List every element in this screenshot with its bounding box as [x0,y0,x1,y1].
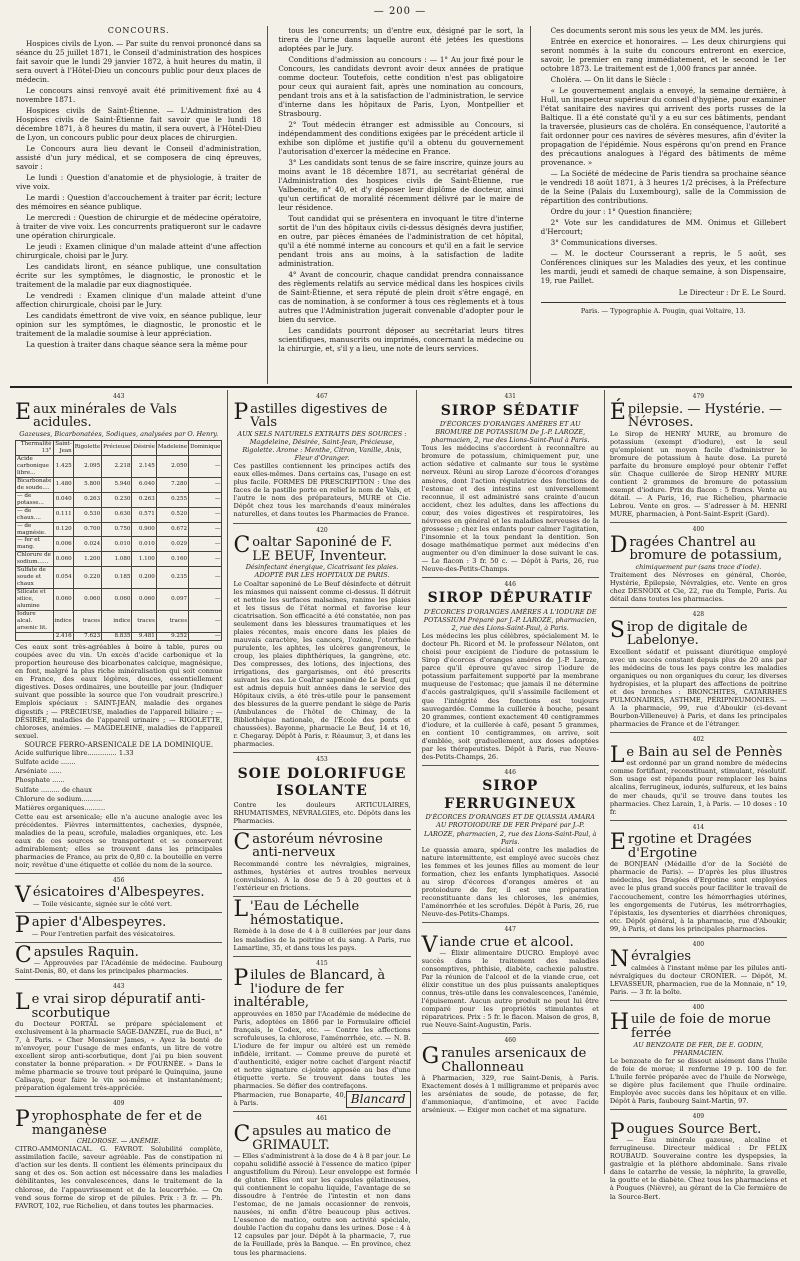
ad-body: est ordonné par un grand nombre de médecins comme fortifiant, reconstituant, stimulant, résolutif. Son usage est répandu pour remplacer les bains alcalins, ferrugineux, iodurés, sulfureux, et les bains de mer chauds, qu'il se trouve dans toutes les pharmacies. Chez Larain, 1, à Paris. — 10 doses : 10 fr. [609,759,787,816]
table-cell: indice [102,611,132,633]
ad-subtitle: chimiquement pur (sans trace d'iode). [635,562,762,571]
advertisement [15,913,222,943]
advertisement [422,766,599,923]
table-cell: — [189,537,222,552]
advertisement [610,821,787,938]
ad-number: 479 [692,393,705,400]
table-row [16,507,222,522]
mineral-analysis-table [15,440,222,641]
ad-body: Le Coaltar saponiné de Le Beuf désinfecte et détruit les miasmes qui naissent comme ci-dessus. Il détruit et nettoie les surfaces malsaines, ranime les plaies et les tissus de l'état normal et favorise leur cicatrisation. Son efficacité a été constatée, non pas seulement dans les blessures traumatiques et les plaies récentes, mais encore dans les plaies de mauvais caractère, les cancers, l'ozène, l'otorrhée purulente, les aphtes, les ulcères gangreneux, le croup, les plaies diphthériques, la gangrène, etc. Des compresses, des lotions, des injections, des irrigations, des gargarismes, ont été prescrits suivant les cas. Le Coaltar saponiné de Le Beuf, qui est admis depuis huit années dans le service des Hôpitaux civils, a été très-utile pour le pansement des blessures de la guerre pendant le siège de Paris (Ambulances de l'hôtel de Chimay, de la Bibliothèque nationale, de l'École des ponts et chaussées). Bayonne, pharmacie Le Beuf, 14 et 16, r. Chegaray. Dépôt à Paris, r. Réaumur, 3, et dans les pharmacies. [233,579,411,749]
table-cell: 0.010 [102,537,132,552]
table-cell: 2.095 [73,455,101,477]
table-row [16,567,222,589]
ad-subtitle: AUX SELS NATURELS EXTRAITS DES SOURCES : Magdeleine, Désirée, Saint-Jean, Précieuse, Rigolette. Arome : Menthe, Citron, Vanille, Anis, Fleur d'Oranger. [237,429,407,463]
advertisement [422,1034,599,1118]
table-cell: 2.145 [132,455,156,477]
director-line: Le Directeur : Dr E. Le Sourd. [678,289,786,297]
ad-body: Tous les médecins s'accordent à reconnaître au bromure de potassium, chimiquement pur, une action sédative et calmante sur tous le système nerveux. Réuni au sirop Laroze d'écorces d'oranges amères, dont l'action régulatrice des fonctions de l'estomac et des intestins est universellement reconnue, il est administré sans crainte d'aucun accident, chez les adultes, dans les affections du cœur, des voies digestives et respiratoires, les névroses en général et les maladies nerveuses de la grossesse ; chez les enfants pour calmer l'agitation, l'insomnie et la toux pendant la dentition. Son dosage mathématique permet aux médecins d'en augmenter ou d'en diminuer la dose suivant le cas. — Le flacon : 3 fr. 50 c. — Dépôt à Paris, 26, rue Neuve-des-Petits-Champs. [421,444,599,573]
ad-number: 415 [316,959,328,967]
table-cell: 0.120 [53,522,73,537]
ad-title: L 'Eau de Léchelle hémostatique. [233,897,360,928]
table-cell: 0.060 [53,552,73,567]
news-paragraph: Ces documents seront mis sous les yeux de MM. les jurés. [550,26,764,35]
table-row [16,552,222,567]
ad-title-initial: L [15,989,30,1015]
news-section [10,26,792,384]
ad-title: Eaux minérales de Vals acidules. [15,399,177,431]
advertisement [15,390,222,874]
table-cell: — de potasse... [16,492,54,507]
advertisement [610,733,787,820]
table-cell: 1.200 [73,552,101,567]
table-cell: 2.050 [156,455,188,477]
ad-subtitle: Désinfectant énergique, Cicatrisant les plaies. ADOPTÉ PAR LES HOPITAUX DE PARIS. [245,563,399,580]
ad-number: 402 [692,736,705,744]
ad-title: Sirop de digitale de Labelonye. [609,617,748,649]
table-header-cell: Précieuse [102,440,132,455]
news-paragraph: Conditions d'admission au concours : — 1° Au jour fixé pour le Concours, les candidats devront avoir deux années de pratique comme docteur. Toutefois, cette condition n'est pas obligatoire pour ceux qui auraient fait, après une nomination au concours, pendant trois ans et à la satisfaction de l'administration, le service d'interne dans les hôpitaux de Paris, Lyon, Montpellier et Strasbourg. [278,55,524,118]
table-cell: — [189,567,222,589]
news-paragraph: 4° Avant de concourir, chaque candidat prendra connaissance des règlements relatifs au service médical dans les hospices civils de Saint-Étienne, et sera réputé de plein droit s'être engagé, en cas de nomination, à se conformer à tous ces règlements et à tous autres que l'Administration jugerait convenable d'adopter pour le bien du service. [278,270,524,324]
ad-subtitle: D'ÉCORCES D'ORANGES AMÈRES ET AU BROMURE DE POTASSIUM De J.-P. LAROZE, pharmacien, 2, rue des Lions-Saint-Paul à Paris. [431,420,590,445]
news-paragraph: — M. le docteur Coursserant a repris, le 5 août, ses Conférences cliniques sur les Maladies des yeux, et les continue les mardi, jeudi et samedi de chaque semaine, à son Dispensaire, 19, rue Paillet. [540,249,786,285]
ad-number: 461 [316,1115,328,1123]
ad-body: — Elles s'administrent à la dose de 4 à 8 par jour. Le copahu solidifié associé à l'essence de matico (piper angustifolium du Pérou). Leur enveloppe est formée de gluten. Elles ont sur les capsules gélatineuses, qui contiennent le copahu liquide, l'avantage de se dissoudre à l'entrée de l'intestin et non dans l'estomac, de ne jamais occasionner de renvois, nausées, ni enfin d'être beaucoup plus actives. L'essence de matico, outre son activité spéciale, double l'action du copahu dans les urines. Dose : 4 à 12 capsules par jour. Dépôt à la pharmacie, 7, rue de la Feuillade, près la Banque. — En province, chez tous les pharmaciens. [233,1152,411,1257]
ad-body: Le quassia amara, spécial contre les maladies de nature intermittente, est employé avec succès chez les femmes et les jeunes filles au moment de leur formation, chez les enfants lymphatiques. Associé au sirop d'écorces d'oranges amères et au protoiodure de fer, il est une préparation reconstituante dans les chloroses, les anémies, l'aménorrhée et les scrofules. Dépôt à Paris, 26, rue Neuve-des-Petits-Champs. [421,845,599,918]
ad-subtitle: AU BENZOATE DE FER, DE E. GODIN, PHARMACIEN. [633,1040,764,1057]
printer-line: Paris. — Typographie A. Pougin, quai Voltaire, 13. [580,306,746,315]
ad-source-row: Sulfate ......... de chaux [15,785,92,794]
table-cell: 0.220 [73,567,101,589]
ad-number: 443 [112,393,125,400]
table-cell: 5.940 [102,477,132,492]
table-cell: 1.480 [53,477,73,492]
news-paragraph: Le vendredi : Examen clinique d'un malade atteint d'une affection chirurgicale, choisi par le Jury. [16,291,262,309]
table-cell: 1.100 [132,552,156,567]
ad-title-initial: P [15,913,30,938]
ad-source-row: Chlorure de sodium.......... [15,794,103,803]
ad-title: Dragées Chantrel au bromure de potassium, [609,532,783,564]
table-cell: — fer et mang. [16,537,54,552]
table-cell: 0.900 [132,522,156,537]
table-cell: 9.252 [156,633,188,641]
ads-column-3 [417,390,605,1174]
table-cell: 0.054 [53,567,73,589]
ad-title: Pastilles digestives de Vals [233,399,388,431]
news-column-3-body [541,26,786,285]
ad-title-initial: S [609,617,625,643]
ad-title: SOIE DOLORIFUGE ISOLANTE [237,765,407,800]
table-header-cell: Saint-Jean [53,440,73,455]
ad-body: du Docteur PORTAL se prépare spécialement et exclusivement à la pharmacie SAGE-DANZEL, rue de Buci, n° 7, à Paris. « Cher Monsieur James, « Ayez la bonté de m'envoyer, pour l'usage de mes enfants, un litre de votre excellent sirop anti-scorbutique, dont j'ai pu bien souvent constater la bonne préparation. « Dr FOURNÉE. » Dans le même pharmacie se trouve tout préparé le Quinquina, jaune Calisaya, pour faire le vin soi-même et instantanément; préparation également très-appréciée. [15,1020,223,1093]
ad-title-initial: P [233,399,249,425]
advertisement [15,1097,222,1213]
table-cell: 0.235 [156,567,188,589]
advertisement [233,957,410,1113]
table-cell: 8.835 [102,633,132,641]
table-cell: 0.200 [132,567,156,589]
table-cell: Acide carbonique libre... [16,455,54,477]
table-cell: 0.520 [156,507,188,522]
table-cell: — [189,477,222,492]
ad-number: 420 [316,526,328,534]
news-paragraph: La question à traiter dans chaque séance sera la même pour [26,340,248,349]
advertisement [233,524,410,754]
ad-title: Le vrai sirop dépuratif anti-scorbutique [15,989,206,1021]
table-header-cell: Désirée [132,440,156,455]
ad-title-initial: L [609,742,625,768]
news-column-2-body [278,26,523,353]
ad-title-initial: H [609,1010,629,1036]
ad-source-row: Phosphate ...... [15,776,65,785]
table-cell: — [189,507,222,522]
ad-title: Coaltar Saponiné de F. LE BEUF, Inventeur. [233,533,393,564]
ad-title: Castoréum névrosine anti-nerveux [233,829,383,861]
ad-title: Pyrophosphate de fer et de manganèse [15,1106,202,1138]
ad-source-row: Acide sulfurique libre.............. 1.33 [15,749,134,758]
table-cell: Sulfate de soude et chaux [16,567,54,589]
table-cell: 2.416 [53,633,73,641]
ad-title: Capsules au matico de GRIMAULT. [233,1121,392,1153]
table-cell: 0.530 [73,507,101,522]
ad-title-initial: C [233,829,251,855]
ads-divider [10,386,792,388]
ad-subtitle: CHLOROSE. — ANÉMIE. [76,1137,161,1146]
ad-number: 456 [112,876,125,884]
news-paragraph: Le jeudi : Examen clinique d'un malade atteint d'une affection chirurgicale, choisi par le Jury. [16,242,262,260]
ad-number: 400 [692,526,705,534]
ads-column-2 [228,390,416,1257]
ad-title: Papier d'Albespeyres. [15,913,167,938]
advertisement [610,938,787,1001]
news-paragraph: « Le gouvernement anglais a envoyé, la semaine dernière, à Hull, un inspecteur supérieur du conseil d'hygiène, pour examiner l'état sanitaire des navires qui arrivent des ports russes de la Baltique. Il a été constaté qu'il y a eu sur ces bâtiments, pendant la traversée, plusieurs cas de choléra. En conséquence, l'autorité a fait ordonner pour ces navires de sévères mesures, afin d'éviter la propagation de l'épidémie. Nous espérons qu'on prend en France des précautions analogues à l'égard des bâtiments de même provenance. » [540,86,786,167]
table-cell: 0.010 [132,537,156,552]
news-column-2 [272,26,530,384]
news-paragraph: Tout candidat qui se présentera en invoquant le titre d'interne sortit de l'un des hôpitaux civils ci-dessus désignés devra justifier, en outre, par pièces émanées de l'administration de cet hôpital, qu'il a été nommé interne au concours et qu'il en a fait le service pendant trois ans au moins, à la satisfaction de ladite administration. [278,214,524,268]
advertisement [15,980,222,1097]
table-header-cell: Madeleine [156,440,188,455]
table-cell: 9.481 [132,633,156,641]
ad-title-initial: E [15,399,32,425]
table-cell: 0.006 [53,537,73,552]
advertisement [610,608,787,733]
table-cell: — [189,492,222,507]
news-paragraph: Le mercredi : Question de chirurgie et de médecine opératoire, à traiter de vive voix. Les concurrents pratiqueront sur le cadavre une opération chirurgicale. [16,213,262,240]
ad-title: Pougues Source Bert. [609,1119,762,1145]
table-header-cell: Dominique [189,440,222,455]
ad-number: 409 [112,1100,125,1108]
advertisement [15,943,222,981]
table-cell: 0.672 [156,522,188,537]
table-cell: — [189,633,222,641]
ad-body: Contre les douleurs ARTICULAIRES, RHUMATISMES, NÉVRALGIES, etc. Dépôts dans les Pharmacies. [233,800,411,825]
ad-number: 446 [504,580,516,588]
table-cell: 1.080 [102,552,132,567]
ad-body: Le Sirop de HENRY MURE, au bromure de potassium (exempt d'iodure), est le seul qu'emploient un moyen facile d'administrer le bromure de potassium à haute dose. La pureté parfaite du bromure employé pour obtenir l'effet sûr. Chaque cuillerée de Sirop HENRY MURE contient 2 grammes de bromure de potassium exempt d'iodure. Prix du flacon : 5 francs. Vente au détail. — A Paris, 16, rue Richelieu, pharmacie Lebrou. Vente en gros. — S'adresser à M. HENRI MURE, pharmacien, à Pont-Saint-Esprit (Gard). [609,429,787,519]
table-cell: 7.623 [73,633,101,641]
ad-title-initial: V [421,932,438,958]
ad-body: — Élixir alimentaire DUCRO. Employé avec succès dans le traitement des maladies consomptives, phthisie, diabète, cachexie palustre. Par la réunion de l'alcool et de la viande crue, cet élixir constitue un des plus puissants analeptiques connus, très-utile dans les convalescences, l'anémie, l'épuisement. Aucun autre produit ne peut lui être comparé pour les propriétés stimulantes et réparatrices. Prix : 5 fr. le flacon. Maison de gros, 8, rue Neuve-Saint-Augustin, Paris. [421,949,599,1030]
news-paragraph: Les candidats émettront de vive voix, en séance publique, leur opinion sur les symptômes, le diagnostic, le pronostic et le traitement de la maladie soumise à leur appréciation. [16,311,262,338]
news-paragraph: Hospices civils de Saint-Étienne. — L'Administration des Hospices civils de Saint-Étienne fait savoir que le lundi 18 décembre 1871, à 8 heures du matin, il sera ouvert, à l'Hôtel-Dieu de Lyon, un concours public pour deux places de chirurgien. [16,106,262,142]
news-paragraph: 3° Communications diverses. [550,238,658,247]
news-column-1-body [16,39,261,349]
table-cell: — de chaux.... [16,507,54,522]
table-cell: — [189,552,222,567]
ad-body: de BONJEAN (Médaille d'or de la Société de pharmacie de Paris). — D'après les plus illustres médecins, les Dragées d'Ergotine sont employées avec le plus grand succès pour faciliter le travail de l'accouchement, contre les hémorrhagies utérines, les engorgements de l'utérus, les métrorrhagies, l'épistaxis, les dysenteries et diarrhées chroniques, etc. Dépôt général, à la pharmacie, rue d'Aboukir, 99, à Paris, et dans les principales pharmacies. [609,860,787,933]
ad-title: Huile de foie de morue ferrée [609,1010,771,1042]
table-row [16,537,222,552]
table-header-row [16,440,222,455]
ad-title: Ergotine et Dragées d'Ergotine [609,830,752,861]
ad-title-initial: C [15,942,32,968]
ad-number: 414 [692,823,705,831]
ad-title: SIROP FERRUGINEUX [444,778,577,812]
ad-body: Les médecins les plus célèbres, spécialement M. le docteur Ph. Ricord et M. le professeur Nélaton, ont choisi pour excipient de l'iodure de potassium le Sirop d'écorces d'oranges amères de J.-P. Laroze, parce qu'il éprouve qu'avec sirop l'iodure de potassium parfaitement supporté par la membrane muqueuse de l'estomac; que jamais il ne détermine d'accès gastralgiques, qu'il s'assimile facilement et que l'intégrité des fonctions est toujours sauvegardée. Comme la cuillerée à bouche, pesant 20 grammes, contient exactement 40 centigrammes d'iodure, et la cuillerée à café, pesant 5 grammes, en contient 10 centigrammes, on arrive, soit d'emblée, soit graduellement, aux doses adoptées par les thérapeutistes. Dépôt à Paris, rue Neuve-des-Petits-Champs, 26. [421,632,599,761]
ad-title: Le Bain au sel de Pennès [609,742,783,768]
table-cell: 0.060 [102,589,132,611]
table-cell: 1.425 [53,455,73,477]
table-cell: Iodure alcal. arsenic lit. [16,611,54,633]
ad-title: Capsules Raquin. [15,942,139,968]
table-cell: 0.571 [132,507,156,522]
ad-body: — Eau minérale gazeuse, alcaline et ferrugineuse. Directeur médical : Dr FÉLIX ROUBAUD. Souveraine contre les dyspepsies, la gastralgie et la pléthore abdominale. Sans rivale dans le catarrhe de vessie, la néphrite, la gravelle, la goutte et le diabète. Chez tous les pharmaciens et à Pougues (Nièvre), au gérant de la Cie fermière de la Source-Bert. [609,1136,787,1201]
ad-body: Ces eaux sont très-agréables à boire à table, pures ou coupées avec du vin. Un excès d'acide carbonique et la proportion heureuse des bicarbonates calcique, magnésique, en font, malgré la plus riche minéralisation qui soit connue en France, des eaux légères, douces, essentiellement digestives. Doses ordinaires, une bouteille par jour. (Indiquer suivant que possible la source que l'on voudrait prescrire.) Emplois spéciaux : SAINT-JEAN, maladie des organes digestifs ; — PRÉCIEUSE, maladies de l'appareil biliaire ; — DÉSIRÉE, maladies de l'appareil urinaire ; — RIGOLETTE, chloroses, anémies. — MAGDELEINE, maladies de l'appareil sexuel. [15,643,223,740]
ad-body: CITRO-AMMONIACAL. G. FAVROT. Solubilité complète, assimilation facile, saveur agréable. Pas de constipation ni d'action sur les dents. Il contient les éléments principaux du sang et des os. Son action est nécessaire dans les maladies débilitantes, les convalescences, dans le traitement de la chlorose, de l'appauvrissement et de la leucorrhée. — On vend sous forme de sirop et de pilules. Prix : 3 fr. — Ph. FAVROT, 102, rue Richelieu, et dans toutes les pharmacies. [15,1145,223,1210]
table-cell: 0.040 [53,492,73,507]
ad-title: Pilules de Blancard, à l'iodure de fer inaltérable, [233,966,386,1011]
table-cell [16,633,54,641]
ad-source-row: Sulfate acide ....... [15,758,76,767]
ad-source-body: Cette eau est arsenicale; elle n'a aucune analogie avec les précédentes. Fièvres intermittentes, cachexies, dyspnée, maladies de la peau, scrofule, maladies organiques, etc. Les eaux de ces sources se transportent et se conservent admirablement; elles se trouvent dans les principales pharmacies de France, au prix de 0,80 c. la bouteille en verre noir, revêtue d'une étiquette et collée du nom de la source. [15,812,223,869]
table-cell: 5.800 [73,477,101,492]
ad-title-initial: C [233,533,251,558]
news-paragraph: Le mardi : Question d'accouchement à traiter par écrit; lecture des mémoires en séance publique. [16,193,262,211]
table-row [16,611,222,633]
table-cell: 0.630 [102,507,132,522]
advertisement [233,1112,410,1260]
ad-number: 467 [316,393,328,400]
ad-body: — Approuvées par l'Académie de médecine. Faubourg Saint-Denis, 80, et dans les principales pharmacies. [15,959,223,976]
ad-title: Vésicatoires d'Albespeyres. [15,883,205,909]
advertisement [422,923,599,1034]
ad-title-initial: N [609,947,630,973]
advertisement [233,830,410,897]
ad-body: — Pour l'entretien parfait des vésicatoires. [31,929,176,938]
advertisement [610,523,787,608]
page-number: — 200 — [373,6,427,17]
ad-title-initial: G [421,1043,440,1069]
news-paragraph: — La Société de médecine de Paris tiendra sa prochaine séance le vendredi 18 août 1871, à 3 heures 1/2 précises, à la Préfecture de la Seine (Palais du Luxembourg), salle de la Commission de répartition des contributions. [540,169,786,205]
ads-column-4 [605,390,792,1201]
ad-source-title: SOURCE FERRO-ARSENICALE DE LA DOMINIQUE. [24,740,214,749]
table-cell: 6.040 [132,477,156,492]
table-cell: — de magnésie. [16,522,54,537]
news-paragraph: Le concours ainsi renvoyé avait été primitivement fixé au 4 novembre 1871. [16,86,262,104]
table-cell: 0.263 [132,492,156,507]
news-paragraph: 2° Tout médecin étranger est admissible au Concours, si indépendamment des conditions exigées par le précédent article il exhibe son diplôme et justifie qu'il a obtenu du gouvernement l'autorisation d'exercer la médecine en France. [278,120,524,156]
table-cell: — [189,589,222,611]
news-column-3 [535,26,792,384]
table-header-cell: Rigolette [73,440,101,455]
news-paragraph: tous les concurrents; un d'entre eux, désigné par le sort, la tirera de l'urne dans laquelle auront été jetées les questions adoptées par le Jury. [278,26,524,53]
ad-number: 443 [112,983,125,991]
advertisement [233,897,410,956]
table-header-cell: Thermalité 13° [16,440,54,455]
news-paragraph: Les candidats liront, en séance publique, une consultation écrite sur les symptômes, le diagnostic, le pronostic et le traitement de la maladie par eux diagnostiquée. [16,262,262,289]
table-cell: 0.060 [132,589,156,611]
table-cell: 0.263 [73,492,101,507]
ad-title: Viande crue et alcool. [421,932,574,958]
table-row [16,477,222,492]
news-paragraph: Le Concours aura lieu devant le Conseil d'administration, assisté d'un jury médical, et se composera de cinq épreuves, savoir : [16,144,262,171]
ad-title-initial: P [233,966,249,992]
ad-title-initial: V [15,883,31,909]
advertisement [610,1001,787,1110]
table-cell: indice [53,611,73,633]
table-cell: traces [156,611,188,633]
advertisement [233,390,410,524]
table-cell: 0.185 [102,567,132,589]
ad-source-row: Arséniate ...... [15,767,62,776]
ad-body: Remède à la dose de 4 à 8 cuillerées par jour dans les maladies de la poitrine et du sang. A Paris, rue Lamartine, 35, et dans tous les pays. [233,927,411,952]
ad-body: approuvées en 1850 par l'Académie de médecine de Paris, adoptées en 1866 par le Formulaire officiel français, le Codex, etc. — Contre les affections scrofuleuses, la chlorose, l'aménorrhée, etc. — N. B. L'iodure de fer impur ou altéré est un remède infidèle, irritant. — Comme preuve de pureté et d'authenticité, exiger notre cachet d'argent réactif et notre signature ci-jointe apposée au bas d'une étiquette verte. Se trouvent dans toutes les pharmacies. Se défier des contrefaçons. [233,1009,411,1091]
table-cell: 0.097 [156,589,188,611]
ad-title-initial: P [609,1119,625,1145]
ad-source-row: Matières organiques.......... [15,803,106,812]
table-cell: 0.029 [156,537,188,552]
ad-title-initial: P [15,1106,30,1132]
table-cell: — [189,455,222,477]
advertisements-section [10,390,792,1257]
ad-body: Ces pastilles contiennent les principes actifs des eaux elles-mêmes. Dans certains cas, l'usage en est plus facile. FORMES DE PRESCRIPTION : Une des faces de la pastille porte en relief le nom de Vals, et l'autre le nom des préparateurs, MURE et Cie. Dépôt chez tous les marchands d'eaux minérales naturelles, et dans toutes les Pharmacies de France. [233,462,411,519]
ad-number: 409 [692,1113,705,1121]
ad-number: 400 [692,940,705,948]
signature: Blancard [346,1091,411,1108]
table-cell: — [189,611,222,633]
ad-number: 447 [504,926,516,934]
ad-title-initial: D [609,532,628,558]
ad-title-initial: E [609,830,626,856]
news-paragraph: Hospices civils de Lyon. — Par suite du renvoi prononcé dans sa séance du 25 juillet 1871, le Conseil d'administration des hospices fait savoir que le lundi 29 janvier 1872, à huit heures du matin, il sera ouvert à l'Hôtel-Dieu un concours public pour deux places de médecin. [16,39,262,84]
table-cell: Silicate et silice, alumine [16,589,54,611]
advertisement [422,578,599,766]
ad-title: Épilepsie. — Hystérie. — Névroses. [609,399,783,431]
ad-title-initial: C [233,1121,251,1147]
ad-number: 400 [692,1003,705,1011]
table-cell: 7.280 [156,477,188,492]
advertisement [15,874,222,913]
news-paragraph: 2° Vote sur les candidatures de MM. Onimus et Gillebert d'Hercourt; [540,218,786,236]
table-cell: traces [132,611,156,633]
ad-subtitle: Gazeuses, Bicarbonatées, Sodiques, analysées par O. Henry. [19,429,219,438]
table-cell: 0.700 [73,522,101,537]
ad-title-initial: L [233,897,249,923]
divider [541,302,786,303]
ad-body: — Toile vésicante, signée sur le côté vert. [32,899,173,908]
table-row [16,455,222,477]
table-cell: 0.750 [102,522,132,537]
ad-subtitle: D'ÉCORCES D'ORANGES AMÈRES A L'IODURE DE POTASSIUM Préparé par J.-P. LAROZE, pharmacien, 2, rue des Lions-Saint-Paul, à Paris. [423,607,597,633]
ad-body: Traitement des Névroses en général, Chorée, Hystérie, Épilepsie, Névralgies, etc. Vente en gros chez DESNOIX et Cie, 22, rue du Temple, Paris. Au détail dans toutes les pharmacies. [609,571,787,604]
news-column-1 [10,26,268,384]
ad-number: 453 [316,756,328,764]
table-cell: 0.024 [73,537,101,552]
table-cell: 0.255 [156,492,188,507]
table-cell: 2.218 [102,455,132,477]
advertisement [422,390,599,578]
table-cell: — [189,522,222,537]
ads-column-1 [10,390,228,1210]
table-row [16,492,222,507]
ad-body: Excellent sédatif et puissant diurétique employé avec un succès constant depuis plus de 20 ans par les médecins de tous les pays contre les maladies organiques ou non organiques du cœur, les diverses hydropisies, et la plupart des affections de poitrine et des bronches : BRONCHITES, CATARRHES PULMONAIRES, ASTHME, PÉRIPNEUMONIES. — A la pharmacie, 99, rue d'Aboukir (ci-devant Bourbon-Villeneuve) à Paris, et dans les principales pharmacies de France et de l'étranger. [609,647,787,729]
ad-body: Recommandé contre les névralgies, migraines, asthmes, hystéries et autres troubles nerveux (convulsions). A la dose de 5 à 20 gouttes et à l'extérieur en frictions. [233,860,411,893]
table-cell: traces [73,611,101,633]
ad-number: 446 [504,768,516,776]
ad-body: Le benzoate de fer se dissout aisément dans l'huile de foie de morue; il renferme 19 p. 100 de fer. L'huile ferrée préparée avec de l'huile de Norwège, se digère plus facilement que l'huile ordinaire. Employée avec succès dans les hôpitaux et en ville. Dépôt à Paris, faubourg Saint-Martin, 97. [609,1056,787,1106]
table-cell: 0.160 [156,552,188,567]
ad-title: SIROP DÉPURATIF [427,590,593,607]
table-cell: 0.230 [102,492,132,507]
news-paragraph: 3° Les candidats sont tenus de se faire inscrire, quinze jours au moins avant le 18 décembre 1871, au secrétariat général de l'Administration des hospices civils de Saint-Étienne, rue Valbenoite, n° 40, et d'y déposer leur diplôme de docteur, ainsi qu'un certificat de moralité récemment délivré par le maire de leur résidence. [278,158,524,212]
ad-title: SIROP SÉDATIF [440,402,580,419]
news-paragraph: Le lundi : Question d'anatomie et de physiologie, à traiter de vive voix. [16,173,262,191]
ad-body: à Pharmacien, 329, rue Saint-Denis, à Paris. Exactement dosés à 1 milligramme et préparés avec les arséniates de soude, de potasse, de fer, d'ammoniaque, d'antimoine, et avec l'acide arsénieux. — Exiger mon cachet et ma signature. [421,1074,599,1115]
ad-number: 431 [504,393,516,400]
ad-footer: Pharmacien, rue Bonaparte, 40, à Paris. [233,1091,346,1108]
advertisement [610,390,787,523]
ad-number: 460 [504,1037,516,1045]
news-paragraph: Entrée en exercice et honoraires. — Les deux chirurgiens qui seront nommés à la suite du concours entreront en exercice, savoir, le premier en rang immédiatement, et le second le 1er octobre 1873. Le traitement est de 1,000 francs par année. [540,37,786,73]
news-paragraph: Ordre du jour : 1° Question financière; [550,207,693,216]
table-cell: 0.060 [73,589,101,611]
table-cell: 0.060 [53,589,73,611]
ad-title-initial: É [609,399,626,425]
ad-title: Granules arsenicaux de Challonneau [421,1043,587,1075]
table-cell: Bicarbonate de soude.... [17,477,52,491]
concours-title: CONCOURS. [107,26,170,35]
table-row [16,522,222,537]
ad-number: 428 [692,611,705,619]
news-paragraph: Les candidats pourront déposer au secrétariat leurs titres scientifiques, manuscrits ou imprimés, concernant la médecine ou la chirurgie, et, s'il y a lieu, une note de leurs services. [278,326,524,353]
ad-body: calmées à l'instant même par les pilules anti-névralgiques du docteur CRONIER. — Dépôt, M. LEVASSEUR, pharmacien, rue de la Monnaie, n° 19, Paris. — 3 fr. la boîte. [609,963,787,996]
news-paragraph: Choléra. — On lit dans le Siècle : [550,75,672,84]
advertisement [233,753,410,830]
table-row [16,589,222,611]
advertisement [610,1110,787,1204]
ad-subtitle: D'ÉCORCES D'ORANGES ET DE QUASSIA AMARA AU PROTOIODURE DE FER Préparé par J.-P. LAROZE, pharmacien, 2, rue des Lions-Saint-Paul, à Paris. [424,813,597,846]
table-cell: Chlorure de sodium...... [16,552,54,567]
ad-title: Névralgies [609,947,692,973]
table-row [16,633,222,641]
table-cell: 0.111 [53,507,73,522]
